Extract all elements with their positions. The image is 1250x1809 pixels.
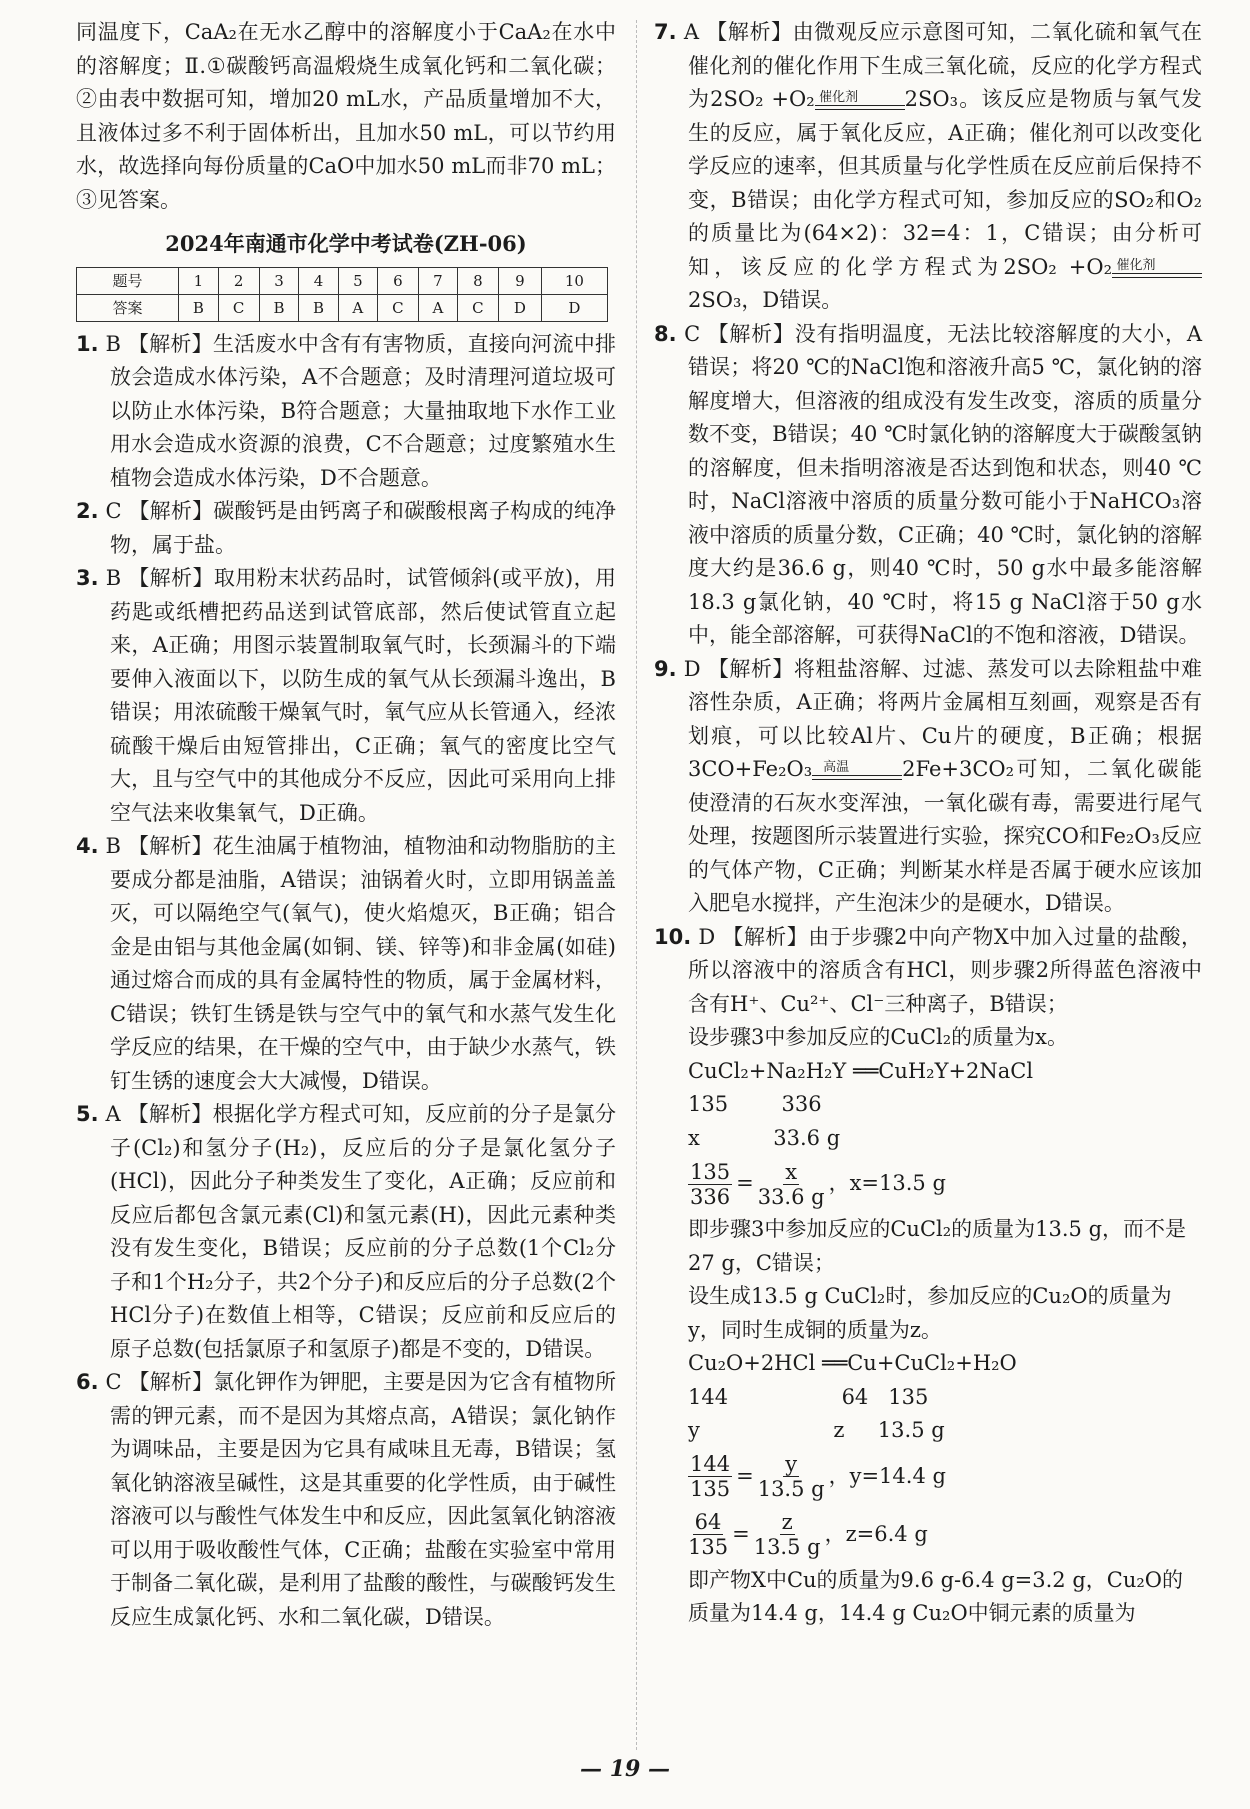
- answer-item: 4. B 【解析】花生油属于植物油，植物油和动物脂肪的主要成分都是油脂，A错误；油锅着火时，立即用锅盖盖灭，可以隔绝空气(氧气)，使火焰熄灭，B正确；铝合金是由铝与其他金属(如铜、镁、锌等)和非金属(如硅)通过熔合而成的具有金属特性的物质，属于金属材料，C错误；铁钉生锈是铁与空气中的氧气和水蒸气发生化学反应的结果，在干燥的空气中，由于缺少水蒸气，铁钉生锈的速度会大大减慢，D错误。: [76, 834, 617, 1093]
- table-cell-number: 7: [418, 267, 457, 294]
- answer-item: 2. C 【解析】碳酸钙是由钙离子和碳酸根离子构成的纯净物，属于盐。: [76, 499, 616, 557]
- table-cell-number: 8: [457, 267, 498, 294]
- left-column: [76, 16, 616, 1634]
- table-cell-answer: B: [299, 294, 339, 321]
- equation: CuCl₂+Na₂H₂Y ══CuH₂Y+2NaCl: [688, 1058, 1034, 1083]
- answer-item: 3. B 【解析】取用粉末状药品时，试管倾斜(或平放)，用药匙或纸槽把药品送到试管底部，然后使试管直立起来，A正确；用图示装置制取氧气时，长颈漏斗的下端要伸入液面以下，以防生成的氧气从长颈漏斗逸出，B错误；用浓硫酸干燥氧气时，氧气应从长管通入，经浓硫酸干燥后由短管排出，C正确；氧气的密度比空气大，且与空气中的其他成分不反应，因此可采用向上排空气法来收集氧气，D正确。: [76, 566, 616, 825]
- continued-paragraph: 同温度下，CaA₂在无水乙醇中的溶解度小于CaA₂在水中的溶解度；Ⅱ.①碳酸钙高温煅烧生成氧化钙和二氧化碳；②由表中数据可知，增加20 mL水，产品质量增加不大，且液体过多不利于固体析出，且加水50 mL，可以节约用水，故选择向每份质量的CaO中加水50 mL而非70 mL；③见答案。: [76, 20, 616, 212]
- table-cell-answer: C: [218, 294, 259, 321]
- table-cell-number: 4: [299, 267, 339, 294]
- table-cell-answer: C: [457, 294, 498, 321]
- section-title: 2024年南通市化学中考试卷(ZH-06): [165, 231, 527, 256]
- table-cell-answer: D: [541, 294, 607, 321]
- right-column: [654, 16, 1202, 1631]
- item-8: 8. C 【解析】没有指明温度，无法比较溶解度的大小，A错误；将20 ℃的NaCl饱和溶液升高5 ℃，氯化钠的溶解度增大，但溶液的组成没有发生改变，溶质的质量分数不变，B错误；40 ℃时氯化钠的溶解度大于碳酸氢钠的溶解度，但未指明溶液是否达到饱和状态，则40 ℃时，NaCl溶液中溶质的质量分数可能小于NaHCO₃溶液中溶质的质量分数，C正确；40 ℃时，氯化钠的溶解度大约是36.6 g，则40 ℃时，50 g水中最多能溶解18.3 g氯化钠，40 ℃时，将15 g NaCl溶于50 g水中，能全部溶解，可获得NaCl的不饱和溶液，D错误。: [654, 321, 1202, 647]
- table-cell-answer: B: [259, 294, 299, 321]
- answer-item: 6. C 【解析】氯化钾作为钾肥，主要是因为它含有植物所需的钾元素，而不是因为其熔点高，A错误；氯化钠作为调味品，主要是因为它具有咸味且无毒，B错误；氢氧化钠溶液呈碱性，这是其重要的化学性质，由于碱性溶液可以与酸性气体发生中和反应，因此氢氧化钠溶液可以用于吸收酸性气体，C正确；盐酸在实验室中常用于制备二氧化碳，是利用了盐酸的酸性，与碳酸钙发生反应生成氯化钙、水和二氧化碳，D错误。: [76, 1370, 616, 1629]
- answer-item: 5. A 【解析】根据化学方程式可知，反应前的分子是氯分子(Cl₂)和氢分子(H₂)，反应后的分子是氯化氢分子(HCl)，因此分子种类发生了变化，A正确；反应前和反应后都包含氯元素(Cl)和氢元素(H)，因此元素种类没有发生变化，B错误；反应前的分子总数(1个Cl₂分子和1个H₂分子，共2个分子)和反应后的分子总数(2个HCl分子)在数值上相等，C错误；反应前和反应后的原子总数(包括氯原子和氢原子)都是不变的，D错误。: [76, 1102, 616, 1361]
- table-cell-answer: A: [418, 294, 457, 321]
- proportion: $\frac{135}{336}$ = $\frac{x}{33.6 g}$ ，x=13.5 g: [690, 1159, 946, 1209]
- table-cell-number: 2: [218, 267, 259, 294]
- proportion: $\frac{64}{135}$ = $\frac{z}{13.5 g}$ ，z=6.4 g: [688, 1510, 928, 1559]
- answer-table: [76, 267, 608, 322]
- reaction-arrow: 催化剂: [815, 91, 905, 110]
- item-7: 7. A 【解析】由微观反应示意图可知，二氧化硫和氧气在催化剂的催化作用下生成三氧化硫，反应的化学方程式为2SO₂ +O₂ 催化剂 2SO₃。该反应是物质与氧气发生的反应，属于氧化反应，A正确；催化剂可以改变化学反应的速率，但其质量与化学性质在反应前后保持不变，B错误；由化学方程式可知，参加反应的SO₂和O₂的质量比为(64×2)：32=4：1，C错误；由分析可知，该反应的化学方程式为2SO₂ +O₂ 催化剂 2SO₃，D错误。: [654, 20, 1203, 312]
- table-cell-number: 1: [179, 267, 219, 294]
- page-number: — 19 —: [580, 1756, 670, 1782]
- table-header-cell: 答案: [77, 294, 179, 321]
- table-cell-answer: B: [179, 294, 219, 321]
- answer-table-number-row: [77, 267, 608, 294]
- item-10-calculation: 设步骤3中参加反应的CuCl₂的质量为x。 CuCl₂+Na₂H₂Y ══CuH₂Y+2NaCl 135 336 x 33.6 g $\frac{135}{336}$ = $\frac{x}{33.6 g}$ ，x=13.5 g 即步骤3中参加反应的CuCl₂的质量为13.5 g，而不是27 g，C错误； 设生成13.5 g CuCl₂时，参加反应的Cu₂O的质量为y，同时生成铜的质量为z。 Cu₂O+2HCl ══Cu+CuCl₂+H₂O 144 64 135 y z 13.5 g $\frac{144}{135}$ = $\frac{y}{13.5 g}$ ，y=14.4 g $\frac{64}{135}$ = $\frac{z}{13.5 g}$ ，z=6.4 g 即产物X中Cu的质量为9.6 g-6.4 g=3.2 g，Cu₂O的质量为14.4 g，14.4 g Cu₂O中铜元素的质量为: [654, 1021, 1202, 1631]
- table-cell-number: 3: [259, 267, 299, 294]
- answer-table-answer-row: [77, 294, 608, 321]
- table-cell-answer: D: [498, 294, 541, 321]
- column-divider: [636, 20, 637, 1750]
- table-cell-number: 5: [338, 267, 377, 294]
- reaction-arrow: 高温: [812, 761, 902, 780]
- table-cell-number: 10: [541, 267, 607, 294]
- item-10: 10. D 【解析】由于步骤2中向产物X中加入过量的盐酸，所以溶液中的溶质含有HCl，则步骤2所得蓝色溶液中含有H⁺、Cu²⁺、Cl⁻三种离子，B错误；: [654, 924, 1203, 1016]
- table-cell-answer: C: [377, 294, 418, 321]
- item-9: 9. D 【解析】将粗盐溶解、过滤、蒸发可以去除粗盐中难溶性杂质，A正确；将两片金属相互刻画，观察是否有划痕，可以比较Al片、Cu片的硬度，B正确；根据3CO+Fe₂O₃ 高温 2Fe+3CO₂可知，二氧化碳能使澄清的石灰水变浑浊，一氧化碳有毒，需要进行尾气处理，按题图所示装置进行实验，探究CO和Fe₂O₃反应的气体产物，C正确；判断某水样是否属于硬水应该加入肥皂水搅拌，产生泡沫少的是硬水，D错误。: [654, 656, 1202, 915]
- table-header-cell: 题号: [77, 267, 179, 294]
- table-cell-number: 6: [377, 267, 418, 294]
- reaction-arrow: 催化剂: [1112, 259, 1202, 278]
- proportion: $\frac{144}{135}$ = $\frac{y}{13.5 g}$ ，y=14.4 g: [690, 1452, 946, 1501]
- left-items: [76, 328, 616, 1635]
- answer-item: 1. B 【解析】生活废水中含有有害物质，直接向河流中排放会造成水体污染，A不合题意；及时清理河道垃圾可以防止水体污染，B符合题意；大量抽取地下水作工业用水会造成水资源的浪费，C不合题意；过度繁殖水生植物会造成水体污染，D不合题意。: [76, 331, 617, 490]
- table-cell-answer: A: [338, 294, 377, 321]
- table-cell-number: 9: [498, 267, 541, 294]
- equation: Cu₂O+2HCl ══Cu+CuCl₂+H₂O: [688, 1351, 1017, 1375]
